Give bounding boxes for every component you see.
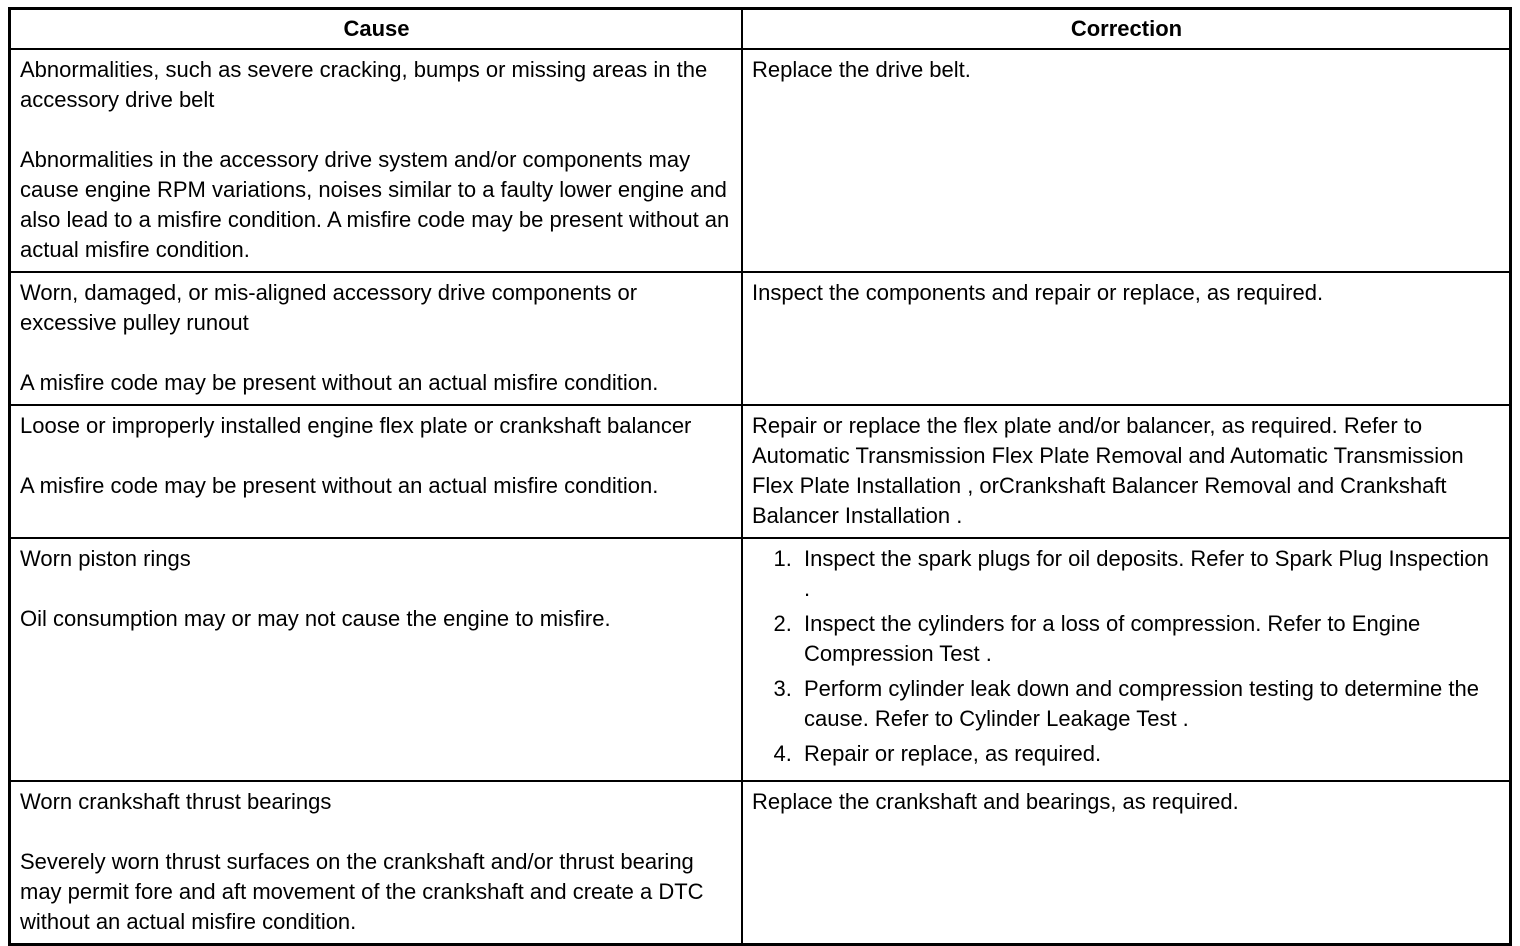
correction-paragraph: Replace the crankshaft and bearings, as required. <box>751 789 1239 814</box>
cause-paragraph: A misfire code may be present without an actual misfire condition. <box>20 370 659 395</box>
cause-paragraph: Abnormalities, such as severe cracking, bumps or missing areas in the accessory drive belt <box>20 57 708 112</box>
column-header-cause: Cause <box>10 9 742 50</box>
table-row-flex-plate <box>10 405 1511 538</box>
cause-cell <box>10 538 742 781</box>
correction-cell <box>742 405 1511 538</box>
correction-step: 2. Inspect the cylinders for a loss of compression. Refer to Engine Compression Test . <box>798 609 1501 669</box>
cause-correction-table <box>8 7 1512 946</box>
table-row-drive-belt <box>10 49 1511 272</box>
correction-paragraph: Repair or replace the flex plate and/or balancer, as required. Refer to Automatic Transmission Flex Plate Removal and Automatic Transmission Flex Plate Installation , orCrankshaft Balancer Removal and Crankshaft Balancer Installation . <box>751 413 1464 528</box>
correction-step: 1. Inspect the spark plugs for oil deposits. Refer to Spark Plug Inspection . <box>798 544 1501 604</box>
correction-step: 4. Repair or replace, as required. <box>798 739 1501 769</box>
cause-paragraph: Worn crankshaft thrust bearings <box>20 789 332 814</box>
correction-steps-list <box>752 544 1501 769</box>
table-header-row <box>10 9 1511 50</box>
cause-paragraph: Severely worn thrust surfaces on the crankshaft and/or thrust bearing may permit fore and aft movement of the crankshaft and create a DTC without an actual misfire condition. <box>20 849 704 934</box>
cause-paragraph: Worn, damaged, or mis-aligned accessory drive components or excessive pulley runout <box>20 280 638 335</box>
correction-step: 3. Perform cylinder leak down and compression testing to determine the cause. Refer to Cylinder Leakage Test . <box>798 674 1501 734</box>
correction-paragraph: Inspect the components and repair or replace, as required. <box>751 280 1324 305</box>
correction-paragraph: Replace the drive belt. <box>751 57 971 82</box>
cause-cell <box>10 272 742 405</box>
cause-paragraph: Worn piston rings <box>20 546 191 571</box>
correction-cell <box>742 538 1511 781</box>
cause-paragraph: Loose or improperly installed engine flex plate or crankshaft balancer <box>20 413 692 438</box>
table-row-piston-rings <box>10 538 1511 781</box>
cause-paragraph: A misfire code may be present without an actual misfire condition. <box>20 473 659 498</box>
table-row-accessory-components <box>10 272 1511 405</box>
cause-cell <box>10 49 742 272</box>
correction-cell <box>742 49 1511 272</box>
correction-cell <box>742 272 1511 405</box>
column-header-correction: Correction <box>742 9 1511 50</box>
cause-cell <box>10 405 742 538</box>
cause-paragraph: Oil consumption may or may not cause the engine to misfire. <box>20 606 611 631</box>
cause-paragraph: Abnormalities in the accessory drive system and/or components may cause engine RPM variations, noises similar to a faulty lower engine and also lead to a misfire condition. A misfire code may be present without an actual misfire condition. <box>20 147 730 262</box>
